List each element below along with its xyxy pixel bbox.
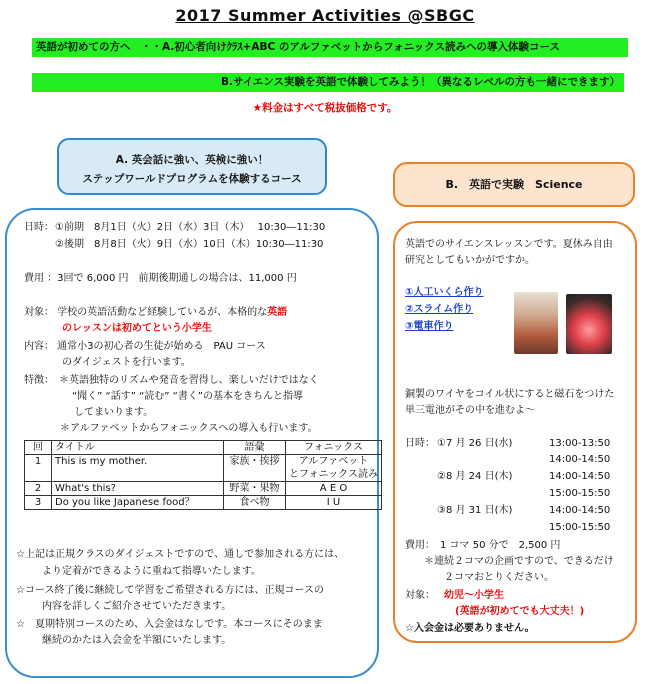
a-note-3a: ☆ 夏期特別コースのため、入会金はなしです。本コースにそのまま (16, 619, 323, 630)
table-cell: 家族・挨拶 (224, 455, 286, 469)
b-date-1-time-1: 13:00-13:50 (549, 438, 611, 449)
course-a-header-line2: ステップワールドプログラムを体験するコース (82, 173, 302, 185)
tax-note: ★料金はすべて税抜価格です。 (252, 102, 398, 114)
a-fee: 費用 ：3回で 6,000 円 前期後期通しの場合は、11,000 円 (24, 273, 297, 284)
salmon-roe-experiment-photo (514, 292, 558, 354)
page-title: 2017 Summer Activities @SBGC (175, 6, 475, 25)
b-fee-note-1: ＊連続２コマの企画ですので、できるだけ (424, 556, 614, 567)
a-date-1: ①前期 8月1日（火）2日（水）3日（木） 10:30―11:30 (55, 222, 326, 233)
b-date-2: ②8 月 24 日(木) (437, 471, 513, 482)
a-content-2: のダイジェストを行います。 (62, 357, 191, 368)
table-header-cell: タイトル (52, 441, 224, 455)
table-cell: 野菜・果物 (224, 482, 286, 496)
a-note-1b: より定着ができるように重ねて指導いたします。 (42, 566, 261, 577)
table-header-cell: 回 (25, 441, 52, 455)
a-note-2b: 内容を詳しくご紹介させていただきます。 (42, 601, 232, 612)
table-cell: 2 (25, 482, 52, 496)
table-cell: This is my mother. (52, 455, 224, 469)
banner-course-a: 英語が初めての方へ ・・A.初心者向けｸﾗｽ+ABC のアルファベットからフォニックス読みへの導入体験コース (32, 38, 628, 57)
table-cell: とフォニックス読み (286, 468, 382, 482)
table-cell: Do you like Japanese food？ (52, 496, 224, 510)
b-fee: 費用： 1 コマ 50 分で 2,500 円 (405, 540, 561, 551)
table-cell: I U (286, 496, 382, 510)
table-cell: アルファベット (286, 455, 382, 469)
table-header-row (25, 441, 382, 455)
a-dates-label: 日時： (24, 222, 54, 233)
b-intro-1: 英語でのサイエンスレッスンです。夏休み自由 (405, 239, 613, 250)
b-target-label: 対象： (405, 590, 435, 601)
table-header-cell: フォニックス (286, 441, 382, 455)
b-date-3-time-1: 14:00-14:50 (549, 505, 611, 516)
table-cell (52, 468, 224, 482)
table-row (25, 496, 382, 510)
b-date-3-time-2: 15:00-15:50 (549, 522, 611, 533)
b-fee-note-2: ２コマおとりください。 (444, 572, 554, 583)
table-header-cell: 語彙 (224, 441, 286, 455)
table-cell: What's this? (52, 482, 224, 496)
slime-experiment-photo (566, 294, 612, 354)
b-no-fee-note: ☆入会金は必要ありません。 (405, 623, 535, 634)
a-note-3b: 継続のかたは入会金を半額にいたします。 (42, 635, 232, 646)
table-cell (224, 468, 286, 482)
a-feature-1: 特徴： ＊英語独特のリズムや発音を習得し、楽しいだけではなく (24, 375, 319, 386)
a-feature-4: ＊アルファベットからフォニックスへの導入も行います。 (60, 423, 318, 434)
a-note-1a: ☆上記は正規クラスのダイジェストですので、通しで参加される方には、 (16, 549, 345, 560)
a-content-1: 内容： 通常小3の初心者の生徒が始める PAU コース (24, 341, 266, 352)
b-date-2-time-2: 15:00-15:50 (549, 488, 611, 499)
table-row (25, 455, 382, 469)
b-date-2-time-1: 14:00-14:50 (549, 471, 611, 482)
b-item-2: ②スライム作り (405, 304, 474, 315)
a-note-2a: ☆コース終了後に継続して学習をご希望される方には、正規コースの (16, 585, 324, 596)
b-date-1: ①7 月 26 日(水) (437, 438, 513, 449)
b-target-value: 幼児～小学生 (444, 590, 504, 601)
table-cell: 3 (25, 496, 52, 510)
lesson-table (24, 440, 382, 510)
b-dates-label: 日時： (405, 438, 435, 449)
a-target-label: 対象： 学校の英語活動など経験しているが、本格的な英語 (24, 307, 288, 318)
a-target-detail: のレッスンは初めてという小学生 (62, 323, 212, 334)
b-item-3: ③電車作り (405, 321, 454, 332)
b-date-3: ③8 月 31 日(木) (437, 505, 513, 516)
b-desc-1: 銅製のワイヤをコイル状にすると磁石をつけた (405, 389, 615, 400)
a-feature-2: “聞く” “話す” “読む” “書く”の基本をきちんと指導 (72, 391, 303, 402)
a-date-2: ②後期 8月8日（火）9日（水）10日（木）10:30―11:30 (55, 239, 324, 250)
b-intro-2: 研究としてもいかがですか。 (405, 255, 535, 266)
table-cell: A E O (286, 482, 382, 496)
course-b-header: B. 英語で実験 Science (393, 162, 635, 207)
a-feature-3: してまいります。 (74, 407, 154, 418)
course-a-header (57, 138, 327, 195)
table-row (25, 482, 382, 496)
course-a-header-line1: A. 英会話に強い、英検に強い！ (115, 154, 269, 166)
b-item-1: ①人工いくら作り (405, 287, 484, 298)
table-cell: 1 (25, 455, 52, 469)
table-cell: 食べ物 (224, 496, 286, 510)
banner-course-b: B.サイエンス実験を英語で体験してみよう！（異なるレベルの方も一緒にできます） (32, 73, 624, 92)
b-target-note: (英語が初めてでも大丈夫！) (455, 606, 585, 617)
b-desc-2: 単三電池がその中を進むよ〜 (405, 405, 535, 416)
table-row (25, 468, 382, 482)
b-date-1-time-2: 14:00-14:50 (549, 454, 611, 465)
table-cell (25, 468, 52, 482)
